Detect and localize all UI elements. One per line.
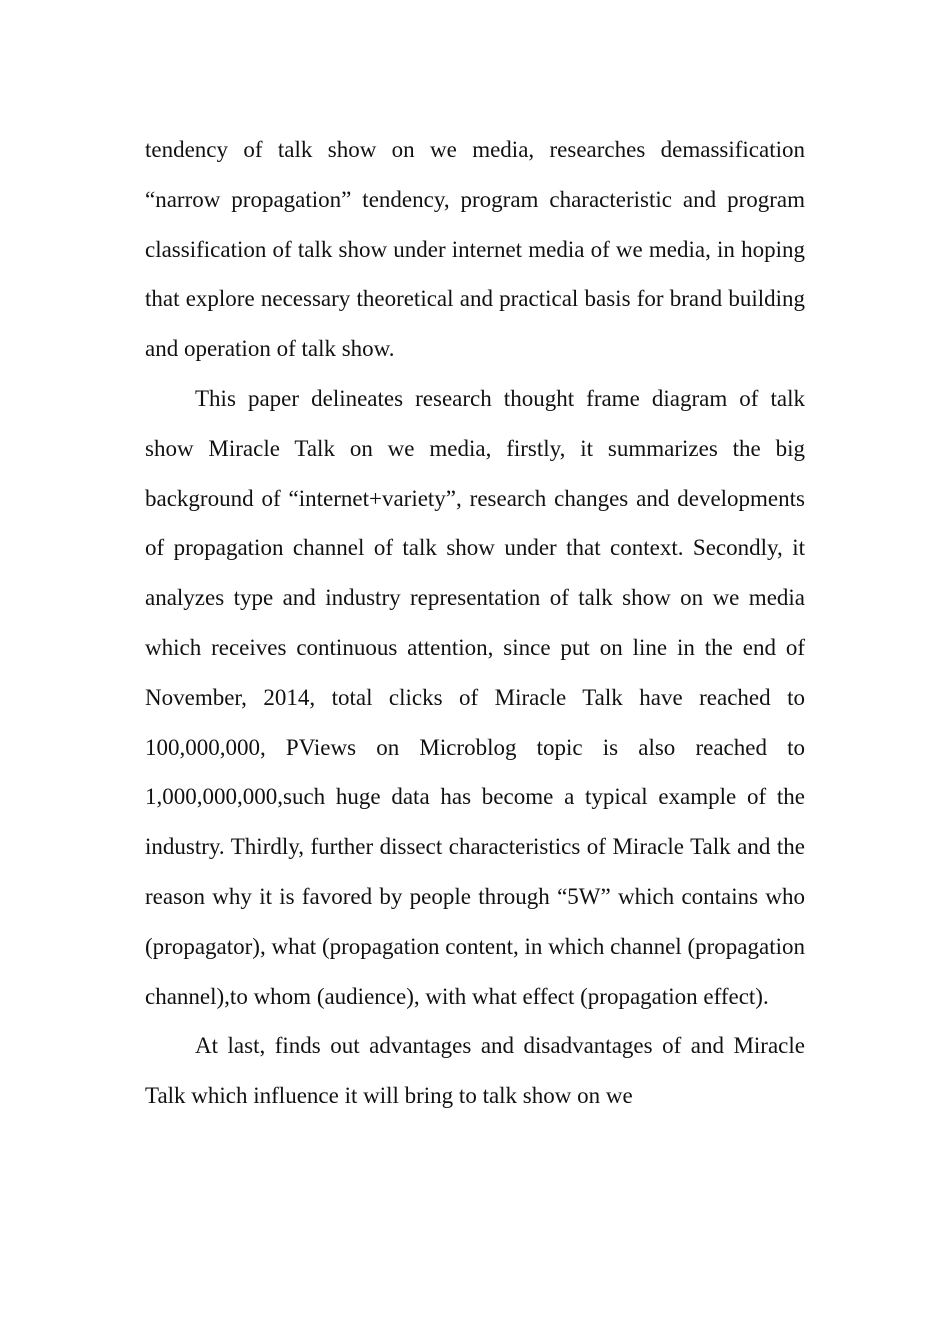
paragraph-continuation: tendency of talk show on we media, researches demassification “narrow propagation” tendency, program characteristic and program classification of talk show under internet media of we media, in hoping that explore necessary theoretical and practical basis for brand building and operation of talk show.: [145, 137, 805, 362]
paragraph-conclusion: At last, finds out advantages and disadvantages of and Miracle Talk which influence it will bring to talk show on we: [145, 1033, 805, 1109]
body-text: [145, 125, 805, 1121]
paragraph-research-frame: This paper delineates research thought frame diagram of talk show Miracle Talk on we media, firstly, it summarizes the big background of “internet+variety”, research changes and developments of propagation channel of talk show under that context. Secondly, it analyzes type and industry representation of talk show on we media which receives continuous attention, since put on line in the end of November, 2014, total clicks of Miracle Talk have reached to 100,000,000, PViews on Microblog topic is also reached to 1,000,000,000,such huge data has become a typical example of the industry. Thirdly, further dissect characteristics of Miracle Talk and the reason why it is favored by people through “5W” which contains who (propagator), what (propagation content, in which channel (propagation channel),to whom (audience), with what effect (propagation effect).: [145, 385, 805, 1009]
